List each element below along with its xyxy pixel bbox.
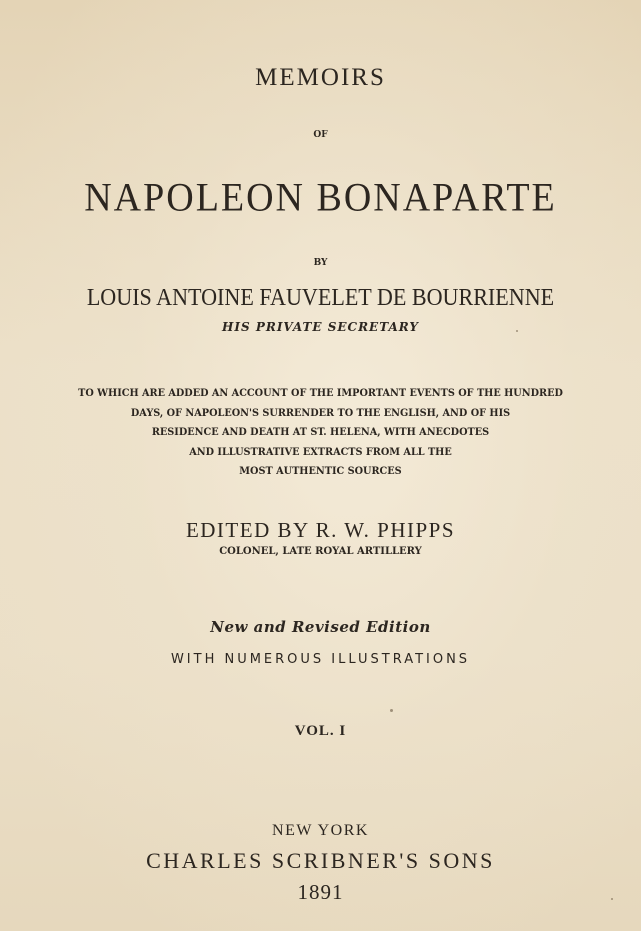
publisher-name: CHARLES SCRIBNER'S SONS bbox=[146, 848, 495, 873]
description-line: DAYS, OF NAPOLEON'S SURRENDER TO THE ENGLISH, AND OF HIS bbox=[130, 407, 511, 419]
editor-credit: EDITED BY R. W. PHIPPS bbox=[185, 518, 456, 542]
heading-memoirs: MEMOIRS bbox=[255, 64, 386, 91]
connector-by: BY bbox=[313, 258, 328, 268]
description-line: MOST AUTHENTIC SOURCES bbox=[239, 466, 402, 477]
illustrations-note: WITH NUMEROUS ILLUSTRATIONS bbox=[170, 652, 471, 667]
description-line: RESIDENCE AND DEATH AT ST. HELENA, WITH ANECDOTES bbox=[151, 427, 490, 438]
paper-speck bbox=[390, 709, 393, 712]
paper-speck bbox=[611, 898, 613, 900]
author-name: LOUIS ANTOINE FAUVELET DE BOURRIENNE bbox=[86, 285, 555, 311]
volume-label: VOL. I bbox=[294, 723, 347, 739]
description-line: TO WHICH ARE ADDED AN ACCOUNT OF THE IMPORTANT EVENTS OF THE HUNDRED bbox=[78, 388, 563, 399]
connector-of: OF bbox=[313, 130, 328, 140]
publisher-city: NEW YORK bbox=[272, 822, 369, 839]
author-role: HIS PRIVATE SECRETARY bbox=[222, 320, 419, 334]
edition-label: New and Revised Edition bbox=[210, 618, 431, 636]
description-block bbox=[10, 384, 632, 482]
editor-role: COLONEL, LATE ROYAL ARTILLERY bbox=[219, 546, 422, 557]
publication-year: 1891 bbox=[297, 880, 344, 904]
description-line: AND ILLUSTRATIVE EXTRACTS FROM ALL THE bbox=[189, 446, 452, 458]
paper-speck bbox=[516, 330, 518, 332]
main-title: NAPOLEON BONAPARTE bbox=[84, 175, 557, 221]
